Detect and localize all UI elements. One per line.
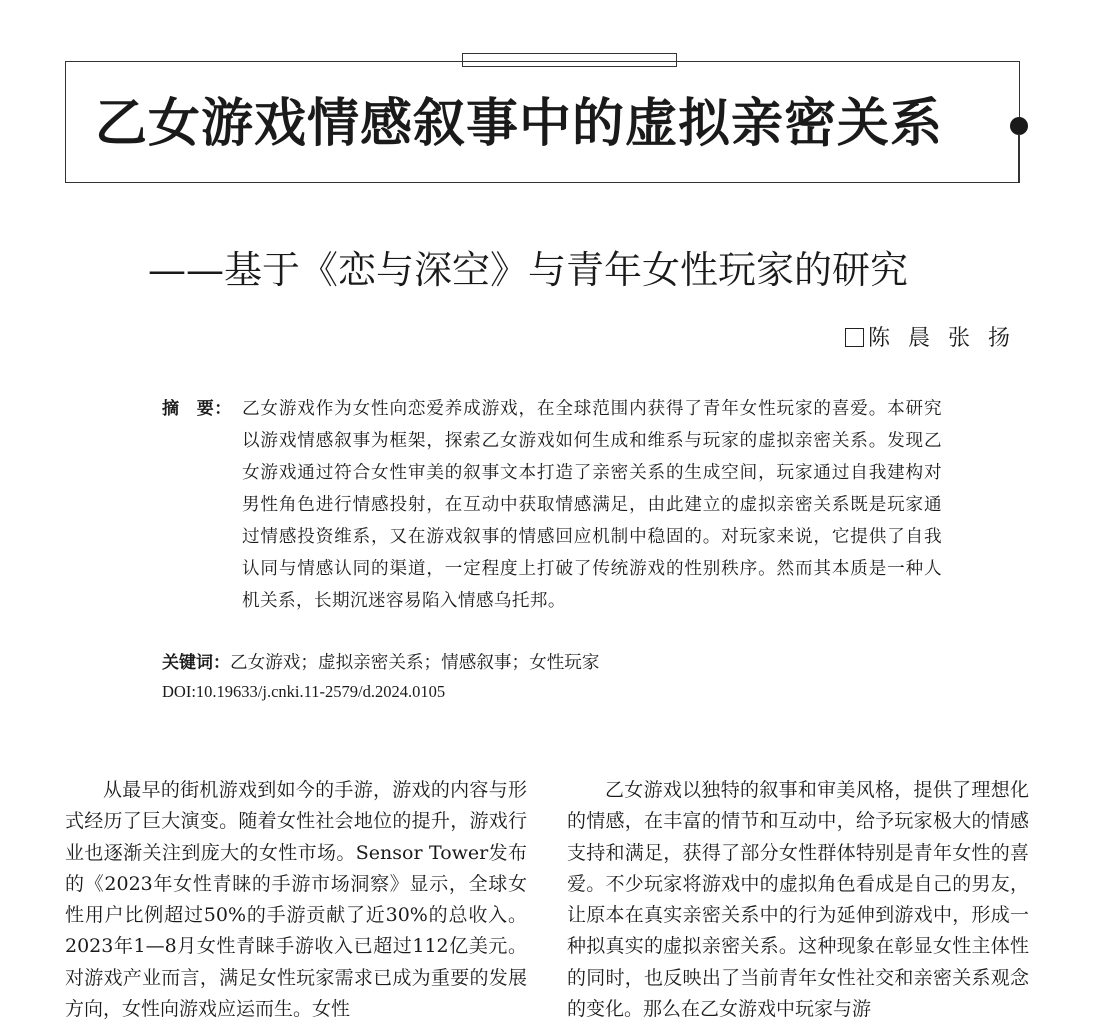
body-column-right — [567, 775, 1029, 1025]
body-paragraph: 从最早的街机游戏到如今的手游，游戏的内容与形式经历了巨大演变。随着女性社会地位的提升，游戏行业也逐渐关注到庞大的女性市场。Sensor Tower发布的《2023年女性青睐的手游市场洞察》显示，全球女性用户比例超过50%的手游贡献了近30%的总收入。2023年1—8月女性青睐手游收入已超过112亿美元。对游戏产业而言，满足女性玩家需求已成为重要的发展方向，女性向游戏应运而生。女性 — [65, 779, 527, 1021]
author-marker-icon — [845, 328, 864, 347]
authors: 陈晨张扬 — [867, 326, 1028, 351]
keywords-text: 乙女游戏；虚拟亲密关系；情感叙事；女性玩家 — [230, 653, 600, 673]
paper-subtitle: ——基于《恋与深空》与青年女性玩家的研究 — [148, 248, 909, 292]
title-stem-ornament — [1018, 134, 1020, 183]
keywords-label: 关键词： — [162, 653, 230, 673]
keywords — [162, 649, 599, 677]
title-dot-ornament — [1010, 117, 1028, 135]
abstract — [162, 393, 942, 617]
doi: DOI:10.19633/j.cnki.11-2579/d.2024.0105 — [162, 682, 446, 701]
authors-line — [845, 324, 1028, 354]
abstract-label: 摘 要： — [162, 399, 232, 419]
abstract-text: 乙女游戏作为女性向恋爱养成游戏，在全球范围内获得了青年女性玩家的喜爱。本研究以游戏情感叙事为框架，探索乙女游戏如何生成和维系与玩家的虚拟亲密关系。发现乙女游戏通过符合女性审美的叙事文本打造了亲密关系的生成空间，玩家通过自我建构对男性角色进行情感投射，在互动中获取情感满足，由此建立的虚拟亲密关系既是玩家通过情感投资维系，又在游戏叙事的情感回应机制中稳固的。对玩家来说，它提供了自我认同与情感认同的渠道，一定程度上打破了传统游戏的性别秩序。然而其本质是一种人机关系，长期沉迷容易陷入情感乌托邦。 — [242, 399, 942, 611]
body-column-left — [65, 775, 527, 1025]
paper-title: 乙女游戏情感叙事中的虚拟亲密关系 — [95, 94, 944, 154]
body-paragraph: 乙女游戏以独特的叙事和审美风格，提供了理想化的情感，在丰富的情节和互动中，给予玩家极大的情感支持和满足，获得了部分女性群体特别是青年女性的喜爱。不少玩家将游戏中的虚拟角色看成是自己的男友，让原本在真实亲密关系中的行为延伸到游戏中，形成一种拟真实的虚拟亲密关系。这种现象在彰显女性主体性的同时，也反映出了当前青年女性社交和亲密关系观念的变化。那么在乙女游戏中玩家与游 — [567, 779, 1029, 1021]
